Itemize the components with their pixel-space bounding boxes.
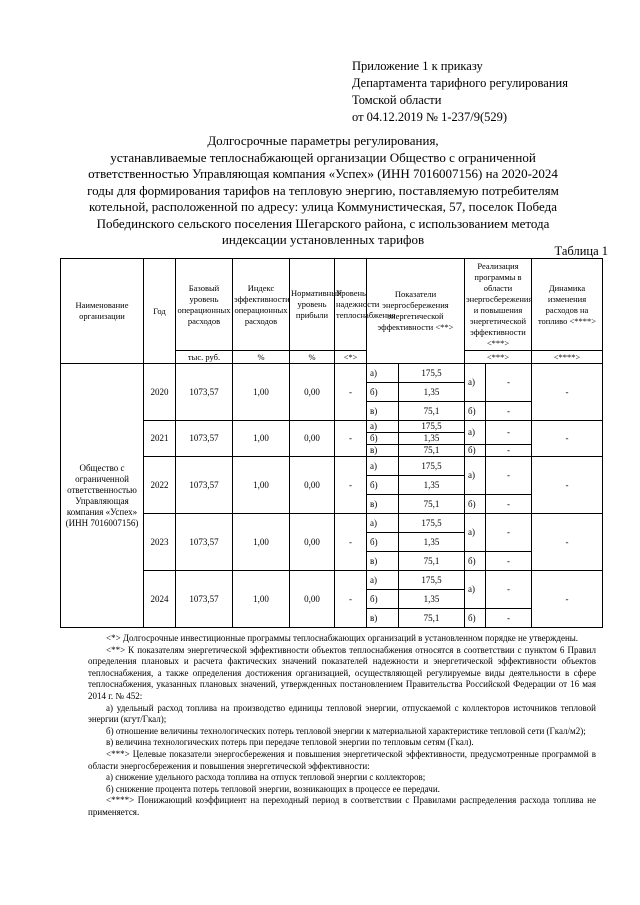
year-cell: 2024 (144, 571, 176, 628)
header-org: Наименование организации (61, 259, 144, 364)
unit-norm: % (290, 351, 335, 364)
footnote: <*> Долгосрочные инвестиционные программы теплоснабжающих организаций в установленном порядке не утверждены. (106, 633, 579, 643)
energy-value: 175,5 (399, 571, 465, 590)
energy-value: 75,1 (399, 402, 465, 421)
energy-value: 175,5 (399, 457, 465, 476)
energy-label: б) (367, 383, 399, 402)
header-year: Год (144, 259, 176, 364)
energy-value: 1,35 (399, 383, 465, 402)
dynamics-cell: - (532, 571, 603, 628)
energy-label: б) (367, 533, 399, 552)
header-norm: Нормативный уровень прибыли (290, 259, 335, 351)
energy-label: б) (367, 590, 399, 609)
footnote: <***> Целевые показатели энергосбережения и повышения энергетической эффективности, предусмотренные программой в области энергосбережения и повышения энергетической эффективности: (88, 748, 596, 771)
index-cell: 1,00 (233, 514, 290, 571)
energy-value: 75,1 (399, 552, 465, 571)
program-label: а) (465, 364, 486, 402)
base-cell: 1073,57 (176, 364, 233, 421)
energy-value: 175,5 (399, 514, 465, 533)
base-cell: 1073,57 (176, 421, 233, 457)
document-title (40, 133, 606, 249)
energy-value: 75,1 (399, 609, 465, 628)
parameters-table (60, 258, 603, 628)
index-cell: 1,00 (233, 421, 290, 457)
program-label: а) (465, 457, 486, 495)
annex-line: от 04.12.2019 № 1-237/9(529) (352, 110, 508, 124)
footnote: б) отношение величины технологических потерь тепловой энергии к материальной характеристике тепловой сети (Гкал/м2); (106, 725, 586, 736)
program-label: б) (465, 552, 486, 571)
footnote: <**> К показателям энергетической эффективности объектов теплоснабжения относятся в соответствии с пунктом 6 Правил определения плановых и расчета фактических значений показателей надежности и энергетической эффективности объектов теплоснабжения, а также определения достижения организацией, осуществляющей регулируемые виды деятельности в сфере теплоснабжения, указанных плановых значений, утвержденных постановлением Правительства Российской Федерации от 16 мая 2014 г. № 452: (88, 644, 596, 701)
program-label: б) (465, 609, 486, 628)
energy-value: 1,35 (399, 590, 465, 609)
energy-label: а) (367, 457, 399, 476)
header-dynamics: Динамика изменения расходов на топливо <****> (532, 259, 603, 351)
energy-label: а) (367, 514, 399, 533)
index-cell: 1,00 (233, 364, 290, 421)
footnote: б) снижение процента потерь тепловой энергии, возникающих в процессе ее передачи. (106, 783, 440, 794)
title-line: индексации установленных тарифов (221, 232, 425, 247)
base-cell: 1073,57 (176, 571, 233, 628)
footnote: а) удельный расход топлива на производство единицы тепловой энергии, отпускаемой с коллекторов источников тепловой энергии (кгут/Гкал); (88, 702, 596, 725)
program-value: - (486, 609, 532, 628)
annex-line: Томской области (352, 93, 442, 107)
program-label: б) (465, 495, 486, 514)
year-cell: 2023 (144, 514, 176, 571)
energy-value: 75,1 (399, 445, 465, 457)
footnote: <****> Понижающий коэффициент на переходный период в соответствии с Правилами распределения расхода топлива не применяется. (88, 795, 596, 817)
unit-dynamics: <****> (532, 351, 603, 364)
energy-value: 75,1 (399, 495, 465, 514)
base-cell: 1073,57 (176, 457, 233, 514)
index-cell: 1,00 (233, 457, 290, 514)
energy-label: а) (367, 571, 399, 590)
header-program: Реализация программы в области энергосбережения и повышения энергетической эффективности <***> (465, 259, 532, 351)
unit-reliability: <*> (335, 351, 367, 364)
energy-label: в) (367, 495, 399, 514)
year-cell: 2022 (144, 457, 176, 514)
energy-value: 1,35 (399, 433, 465, 445)
unit-base: тыс. руб. (176, 351, 233, 364)
norm-cell: 0,00 (290, 514, 335, 571)
program-value: - (486, 457, 532, 495)
reliability-cell: - (335, 364, 367, 421)
title-line: Долгосрочные параметры регулирования, (207, 133, 439, 148)
energy-label: б) (367, 476, 399, 495)
energy-label: в) (367, 402, 399, 421)
energy-label: а) (367, 421, 399, 433)
table-label: Таблица 1 (554, 244, 608, 258)
norm-cell: 0,00 (290, 364, 335, 421)
annex-line: Приложение 1 к приказу (352, 59, 483, 73)
energy-label: в) (367, 552, 399, 571)
footnote: в) величина технологических потерь при передаче тепловой энергии по тепловым сетям (Гкал). (106, 737, 474, 748)
reliability-cell: - (335, 514, 367, 571)
norm-cell: 0,00 (290, 571, 335, 628)
footnote: а) снижение удельного расхода топлива на отпуск тепловой энергии с коллекторов; (106, 772, 426, 783)
reliability-cell: - (335, 421, 367, 457)
program-label: б) (465, 445, 486, 457)
unit-index: % (233, 351, 290, 364)
title-line: устанавливаемые теплоснабжающей организации Общество с ограниченной (110, 149, 536, 165)
dynamics-cell: - (532, 514, 603, 571)
program-value: - (486, 402, 532, 421)
program-label: а) (465, 571, 486, 609)
reliability-cell: - (335, 457, 367, 514)
title-line: ответственностью Управляющая компания «Успех» (ИНН 7016007156) на 2020-2024 (88, 166, 558, 181)
program-value: - (486, 552, 532, 571)
norm-cell: 0,00 (290, 421, 335, 457)
footnotes (88, 633, 596, 819)
program-label: а) (465, 514, 486, 552)
base-cell: 1073,57 (176, 514, 233, 571)
program-value: - (486, 445, 532, 457)
program-value: - (486, 514, 532, 552)
energy-value: 1,35 (399, 476, 465, 495)
program-value: - (486, 421, 532, 445)
norm-cell: 0,00 (290, 457, 335, 514)
annex-line: Департамента тарифного регулирования (352, 76, 568, 90)
energy-value: 175,5 (399, 364, 465, 383)
title-line: котельной, расположенной по адресу: улица Коммунистическая, 57, поселок Победа (89, 199, 557, 214)
program-value: - (486, 571, 532, 609)
energy-label: а) (367, 364, 399, 383)
title-line: Побединского сельского поселения Шегарского района, с использованием метода (96, 215, 550, 231)
title-line: годы для формирования тарифов на тепловую энергию, поставляемую потребителям (87, 182, 559, 198)
header-energy: Показатели энергосбережения энергетической эффективности <**> (367, 259, 465, 364)
header-reliability: Уровень надежности теплоснабжения (335, 259, 367, 351)
energy-label: б) (367, 433, 399, 445)
energy-value: 175,5 (399, 421, 465, 433)
index-cell: 1,00 (233, 571, 290, 628)
annex-header (352, 58, 568, 126)
program-label: б) (465, 402, 486, 421)
org-name-cell: Общество с ограниченной ответственностью Управляющая компания «Успех» (ИНН 7016007156) (61, 364, 144, 628)
year-cell: 2021 (144, 421, 176, 457)
header-index: Индекс эффективности операционных расходов (233, 259, 290, 351)
unit-program: <***> (465, 351, 532, 364)
header-base: Базовый уровень операционных расходов (176, 259, 233, 351)
program-label: а) (465, 421, 486, 445)
energy-value: 1,35 (399, 533, 465, 552)
program-value: - (486, 495, 532, 514)
energy-label: в) (367, 445, 399, 457)
reliability-cell: - (335, 571, 367, 628)
program-value: - (486, 364, 532, 402)
dynamics-cell: - (532, 364, 603, 421)
dynamics-cell: - (532, 421, 603, 457)
year-cell: 2020 (144, 364, 176, 421)
energy-label: в) (367, 609, 399, 628)
dynamics-cell: - (532, 457, 603, 514)
